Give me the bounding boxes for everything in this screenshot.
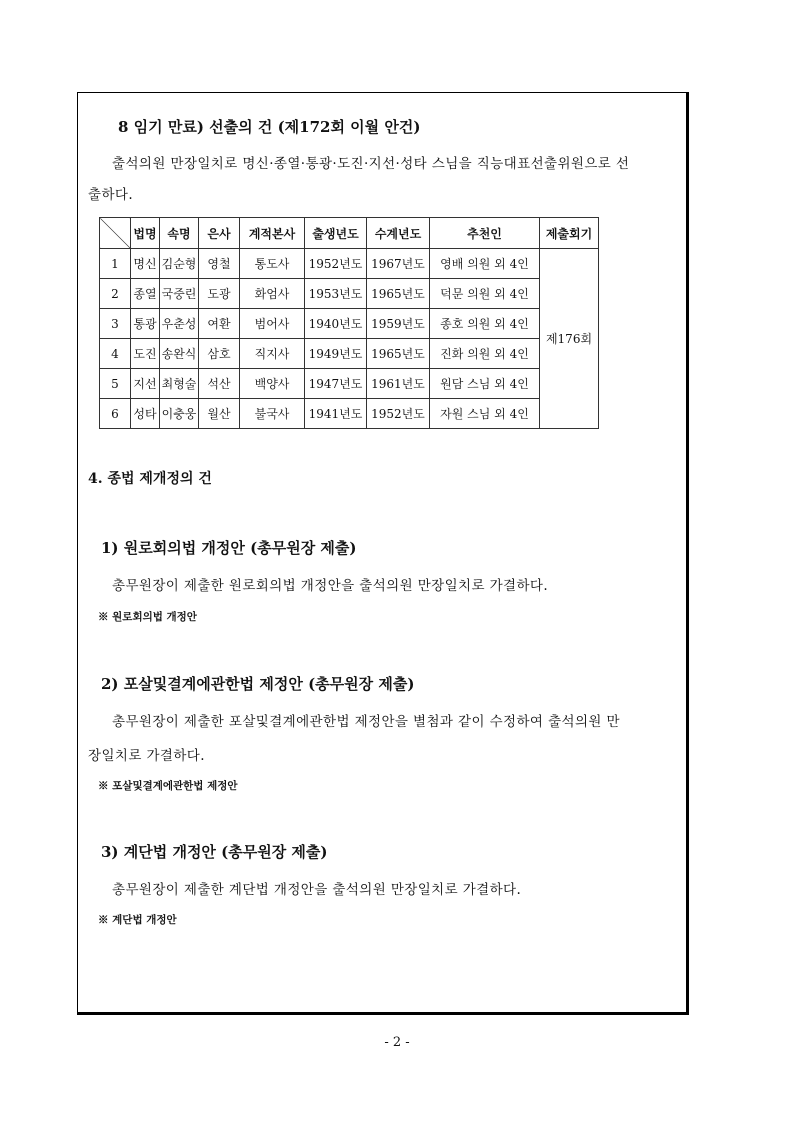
table-cell: 범어사 [240, 309, 305, 339]
table-cell: 통도사 [240, 249, 305, 279]
table-cell: 이충웅 [160, 399, 199, 429]
table-row [100, 399, 599, 429]
committee-table [99, 217, 599, 429]
table-cell: 종호 의원 외 4인 [430, 309, 540, 339]
table-cell: 불국사 [240, 399, 305, 429]
table-cell: 송완식 [160, 339, 199, 369]
table-cell: 1940년도 [305, 309, 367, 339]
table-cell: 종열 [131, 279, 160, 309]
table-cell: 최형술 [160, 369, 199, 399]
item3-heading: 3) 계단법 개정안 (총무원장 제출) [101, 843, 328, 861]
table-cell: 자원 스님 외 4인 [430, 399, 540, 429]
table-row [100, 369, 599, 399]
item2-line1: 총무원장이 제출한 포살및결계에관한법 제정안을 별첨과 같이 수정하여 출석의원 만 [112, 714, 620, 730]
header-cell: 제출회기 [540, 218, 599, 249]
table-cell: 원담 스님 외 4인 [430, 369, 540, 399]
table-cell: 영철 [199, 249, 240, 279]
table-cell: 삼호 [199, 339, 240, 369]
header-cell: 속명 [160, 218, 199, 249]
header-cell: 수계년도 [367, 218, 430, 249]
table-cell: 직지사 [240, 339, 305, 369]
section4-heading: 4. 종법 제개정의 건 [88, 471, 212, 487]
table-row [100, 309, 599, 339]
table-cell: 영배 의원 외 4인 [430, 249, 540, 279]
table-cell: 김순형 [160, 249, 199, 279]
session-cell: 제176회 [540, 249, 599, 429]
table-cell: 4 [100, 339, 131, 369]
section8-heading: 8 임기 만료) 선출의 건 (제172회 이월 안건) [118, 118, 421, 136]
table-cell: 도진 [131, 339, 160, 369]
table-cell: 백양사 [240, 369, 305, 399]
table-cell: 덕문 의원 외 4인 [430, 279, 540, 309]
section8-line2: 출하다. [88, 187, 134, 203]
header-corner [100, 218, 131, 249]
table-row [100, 249, 599, 279]
table-cell: 1947년도 [305, 369, 367, 399]
table-cell: 1941년도 [305, 399, 367, 429]
page-number: - 2 - [384, 1035, 410, 1050]
table-cell: 1959년도 [367, 309, 430, 339]
table-cell: 월산 [199, 399, 240, 429]
table-cell: 6 [100, 399, 131, 429]
table-cell: 1 [100, 249, 131, 279]
table-cell: 3 [100, 309, 131, 339]
table-cell: 통광 [131, 309, 160, 339]
table-header-row [100, 218, 599, 249]
table-cell: 1965년도 [367, 279, 430, 309]
table-cell: 1949년도 [305, 339, 367, 369]
table-cell: 5 [100, 369, 131, 399]
table-cell: 국중린 [160, 279, 199, 309]
item3-line1: 총무원장이 제출한 계단법 개정안을 출석의원 만장일치로 가결하다. [112, 882, 522, 898]
table-cell: 1952년도 [367, 399, 430, 429]
header-cell: 은사 [199, 218, 240, 249]
item3-note: ※ 계단법 개정안 [98, 914, 177, 926]
item1-heading: 1) 원로회의법 개정안 (총무원장 제출) [101, 539, 357, 557]
table-cell: 화엄사 [240, 279, 305, 309]
item2-heading: 2) 포살및결계에관한법 제정안 (총무원장 제출) [101, 675, 415, 693]
table-row [100, 279, 599, 309]
header-cell: 출생년도 [305, 218, 367, 249]
table-cell: 성타 [131, 399, 160, 429]
item1-line1: 총무원장이 제출한 원로회의법 개정안을 출석의원 만장일치로 가결하다. [112, 578, 549, 594]
header-cell: 계적본사 [240, 218, 305, 249]
table-cell: 명신 [131, 249, 160, 279]
table-cell: 도광 [199, 279, 240, 309]
table-cell: 1961년도 [367, 369, 430, 399]
table-cell: 2 [100, 279, 131, 309]
table-cell: 석산 [199, 369, 240, 399]
table-cell: 1953년도 [305, 279, 367, 309]
header-cell: 추천인 [430, 218, 540, 249]
item2-line2: 장일치로 가결하다. [88, 748, 205, 764]
header-cell: 법명 [131, 218, 160, 249]
section8-line1: 출석의원 만장일치로 명신·종열·통광·도진·지선·성타 스님을 직능대표선출위원으로 선 [112, 156, 630, 172]
table-cell: 여환 [199, 309, 240, 339]
table-cell: 1952년도 [305, 249, 367, 279]
table-cell: 1967년도 [367, 249, 430, 279]
table-cell: 진화 의원 외 4인 [430, 339, 540, 369]
table-cell: 지선 [131, 369, 160, 399]
item1-note: ※ 원로회의법 개정안 [98, 611, 197, 623]
table-cell: 1965년도 [367, 339, 430, 369]
item2-note: ※ 포살및결계에관한법 제정안 [98, 780, 238, 792]
table-cell: 우춘성 [160, 309, 199, 339]
table-row [100, 339, 599, 369]
